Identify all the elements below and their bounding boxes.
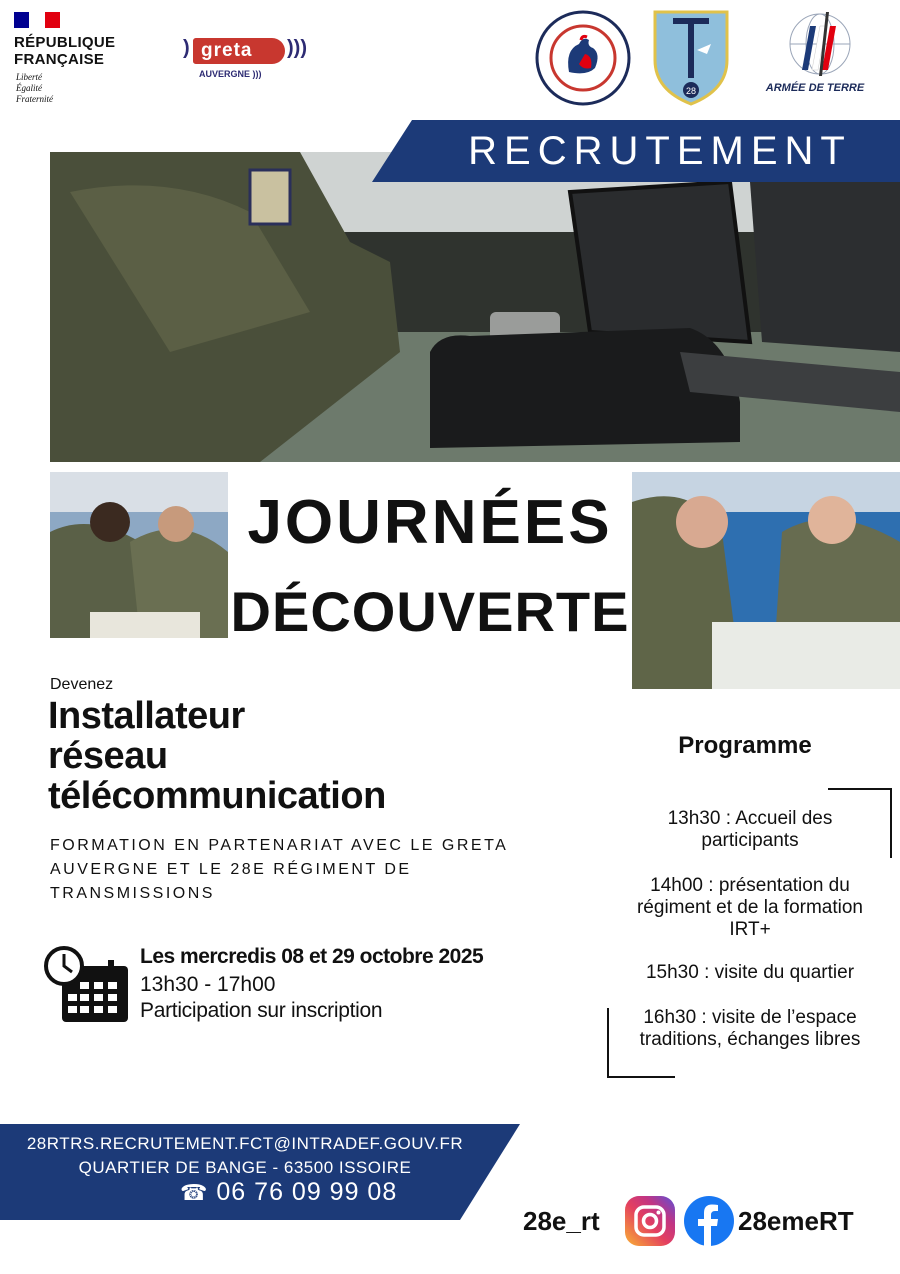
programme-item-3 — [612, 962, 888, 984]
dates-registration: Participation sur inscription — [140, 999, 383, 1022]
calendar-clock-icon — [44, 944, 130, 1024]
programme-item-1 — [612, 808, 888, 852]
republique-francaise-logo — [14, 34, 115, 68]
programme-item-4-line1: 16h30 : visite de l’espace — [643, 1007, 857, 1028]
greta-waves-icon: ))) — [287, 37, 307, 59]
programme-item-1-line1: 13h30 : Accueil des — [667, 808, 833, 829]
job-title-line3: télécommunication — [48, 775, 386, 817]
instagram-handle[interactable]: 28e_rt — [523, 1206, 600, 1236]
partnership-text — [50, 834, 570, 906]
partnership-line3: TRANSMISSIONS — [50, 885, 215, 902]
rf-motto — [16, 72, 53, 105]
soldiers-working-on-cables-photo — [632, 472, 900, 689]
job-title-line2: réseau — [48, 735, 168, 777]
armee-de-terre-emblem-icon — [750, 10, 880, 82]
facebook-icon[interactable] — [684, 1196, 734, 1246]
job-title — [48, 696, 386, 816]
job-intro: Devenez — [50, 676, 114, 693]
greta-parenthesis-icon: ) — [183, 37, 190, 59]
title-decouverte: DÉCOUVERTE — [230, 580, 630, 643]
republique-francaise-flag-icon — [14, 12, 60, 28]
programme-item-3-line1: 15h30 : visite du quartier — [645, 962, 855, 983]
motto-liberte: Liberté — [16, 72, 42, 82]
badge-number: 28 — [685, 86, 697, 96]
contact-address: QUARTIER DE BANGE - 63500 ISSOIRE — [78, 1158, 412, 1177]
greta-logo — [185, 36, 310, 82]
rf-name-line1: RÉPUBLIQUE — [14, 34, 116, 51]
title-journees: JOURNÉES — [247, 488, 613, 557]
programme-item-2-line1: 14h00 : présentation du — [650, 875, 850, 896]
facebook-handle[interactable]: 28emeRT — [738, 1206, 854, 1236]
recruitment-title: RECRUTEMENT — [468, 129, 852, 173]
programme-item-2 — [612, 875, 888, 941]
motto-fraternite: Fraternité — [16, 94, 53, 104]
rf-name-line2: FRANÇAISE — [14, 51, 105, 68]
programme-item-4-line2: traditions, échanges libres — [639, 1029, 861, 1050]
programme-item-2-line3: IRT+ — [729, 919, 771, 940]
motto-egalite: Égalité — [16, 83, 42, 93]
armee-de-terre-logo — [750, 10, 880, 104]
programme-item-4 — [612, 1007, 888, 1051]
programme-title: Programme — [678, 732, 812, 759]
contact-phone-number: 06 76 09 99 08 — [216, 1178, 398, 1206]
instagram-icon[interactable] — [625, 1196, 675, 1246]
partnership-line1: FORMATION EN PARTENARIAT AVEC LE GRETA — [50, 837, 509, 854]
dates-days: Les mercredis 08 et 29 octobre 2025 — [140, 945, 484, 968]
soldiers-studying-photo — [50, 472, 228, 638]
contact-phone[interactable] — [180, 1178, 397, 1207]
contact-email[interactable]: 28RTRS.RECRUTEMENT.FCT@INTRADEF.GOUV.FR — [26, 1134, 464, 1153]
28e-regiment-badge-icon — [653, 10, 729, 106]
soldier-at-computer-photo — [50, 152, 900, 462]
army-name: ARMÉE DE TERRE — [765, 82, 865, 94]
dates-hours: 13h30 - 17h00 — [140, 973, 276, 996]
partnership-line2: AUVERGNE ET LE 28E RÉGIMENT DE — [50, 861, 412, 878]
greta-subtitle: AUVERGNE ))) — [199, 69, 262, 79]
greta-name: greta — [193, 38, 285, 64]
programme-item-2-line2: régiment et de la formation — [636, 897, 863, 918]
telephone-icon: ☎ — [180, 1180, 209, 1205]
conscription-nationale-seal-icon — [535, 10, 631, 106]
job-title-line1: Installateur — [48, 695, 245, 737]
programme-item-1-line2: participants — [701, 830, 799, 851]
